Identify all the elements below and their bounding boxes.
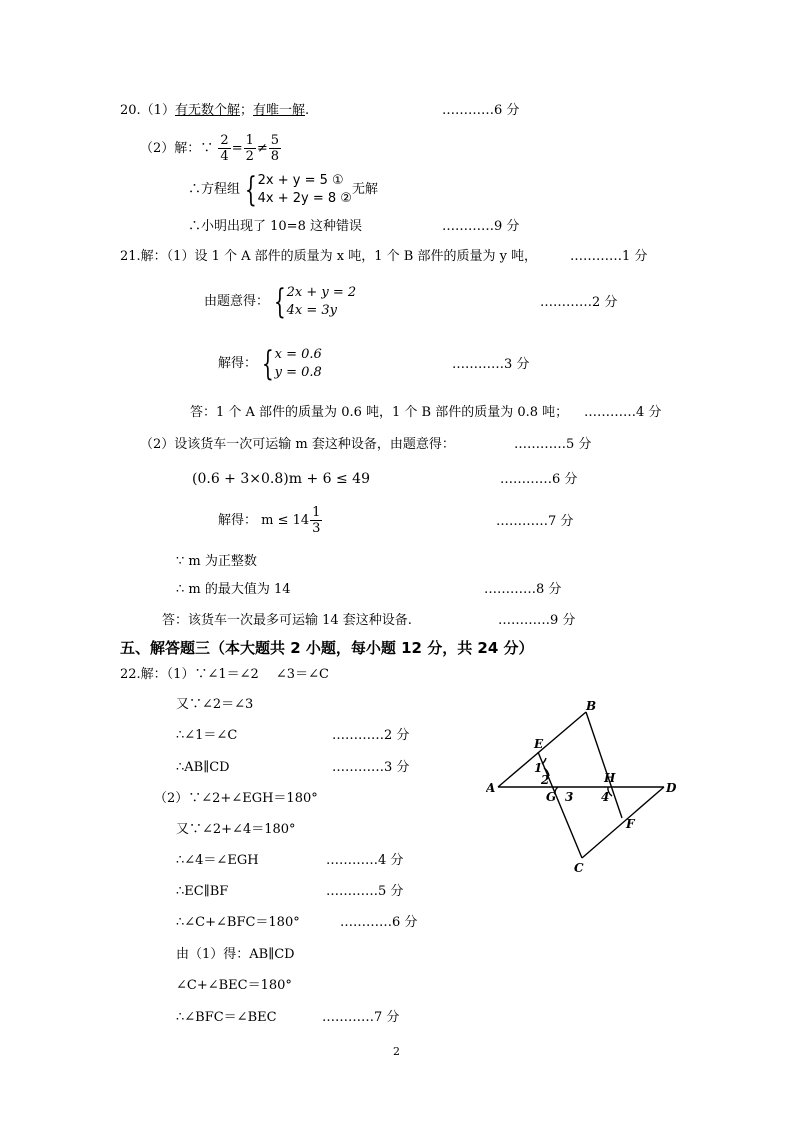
q20-answer2: 有唯一解: [252, 103, 305, 118]
score-marker: …………2 分: [540, 295, 618, 310]
score-marker: …………6 分: [442, 103, 520, 118]
q21-therefore: ∴ m 的最大值为 14: [176, 582, 291, 597]
score-marker: …………4 分: [326, 853, 404, 868]
q22-line: 22.解：（1）∵∠1＝∠2 ∠3＝∠C: [120, 667, 329, 682]
score-marker: …………9 分: [442, 219, 520, 234]
page-number: 2: [393, 1045, 400, 1058]
label-D: D: [666, 781, 676, 795]
score-marker: …………9 分: [498, 613, 576, 628]
q21-inequality-solution: 解得： m ≤ 14 $\frac{1}{3}$: [218, 505, 321, 536]
fraction: $\frac{1}{3}$: [312, 505, 321, 536]
label-angle-1: 1: [534, 761, 543, 775]
score-marker: …………2 分: [332, 728, 410, 743]
label-C: C: [574, 861, 584, 875]
q21-inequality: (0.6 + 3×0.8)m + 6 ≤ 49: [192, 471, 370, 487]
q22-line: ∴∠4＝∠EGH: [176, 853, 259, 868]
q20-part1: 20.（1）有无数个解；有唯一解.: [120, 103, 310, 118]
score-marker: …………4 分: [584, 405, 662, 420]
label-angle-4: 4: [601, 790, 610, 804]
label-B: B: [586, 700, 597, 713]
score-marker: …………5 分: [514, 437, 592, 452]
score-marker: …………3 分: [332, 760, 410, 775]
q22-line: ∴AB∥CD: [176, 760, 230, 775]
label-A: A: [486, 781, 496, 795]
label-angle-3: 3: [565, 790, 574, 804]
q21-part2: （2）设该货车一次可运输 m 套这种设备，由题意得：: [140, 437, 455, 452]
score-marker: …………8 分: [484, 582, 562, 597]
q22-line: ∴∠1＝∠C: [176, 728, 238, 743]
label-F: F: [626, 817, 635, 831]
q20-part2-ratio: （2）解：∵ $\frac{2}{4}$ = $\frac{1}{2}$ ≠ $\frac{5}{8}$: [140, 133, 280, 164]
q21-answer2: 答：该货车一次最多可运输 14 套这种设备.: [162, 613, 412, 628]
fraction: $\frac{5}{8}$: [270, 133, 280, 164]
q20-conclusion: ∴小明出现了 10=8 这种错误: [188, 219, 362, 234]
angle-1-arc: [542, 758, 546, 764]
q21-solution: 解得： { x = 0.6 y = 0.8: [218, 343, 322, 384]
q20-system: ∴方程组 { 2x + y = 5 ① 4x + 2y = 8 ② 无解: [188, 169, 378, 210]
q21-since: ∵ m 为正整数: [176, 554, 257, 569]
score-marker: …………6 分: [340, 915, 418, 930]
section-heading: 五、解答题三（本大题共 2 小题，每小题 12 分，共 24 分）: [120, 639, 534, 657]
line-DC: [582, 787, 664, 858]
q20-answer1: 有无数个解: [174, 103, 240, 118]
score-marker: …………1 分: [570, 249, 648, 264]
q22-line: （2）∵∠2+∠EGH＝180°: [154, 791, 318, 806]
score-marker: …………3 分: [452, 357, 530, 372]
q21-part1: 21.解：（1）设 1 个 A 部件的质量为 x 吨，1 个 B 部件的质量为 y 吨，: [120, 249, 538, 264]
q22-line: ∠C+∠BEC＝180°: [176, 978, 292, 993]
score-marker: …………5 分: [326, 884, 404, 899]
geometry-figure: [486, 700, 676, 875]
brace: {: [244, 169, 257, 210]
q21-setup: 由题意得： { 2x + y = 2 4x = 3y: [204, 281, 357, 322]
fraction: $\frac{2}{4}$: [220, 133, 229, 164]
fraction: $\frac{1}{2}$: [245, 133, 254, 164]
score-marker: …………7 分: [322, 1010, 400, 1025]
q22-line: ∴∠BFC＝∠BEC: [176, 1010, 277, 1025]
score-marker: …………7 分: [496, 514, 574, 529]
label-E: E: [534, 737, 544, 751]
q22-line: ∴∠C+∠BFC＝180°: [176, 915, 300, 930]
label-angle-2: 2: [541, 773, 550, 787]
q22-line: 又∵∠2+∠4＝180°: [176, 822, 296, 837]
label-H: H: [604, 771, 616, 785]
brace: {: [273, 281, 286, 322]
q22-line: ∴EC∥BF: [176, 884, 229, 899]
brace: {: [261, 343, 274, 384]
q22-line: 由（1）得：AB∥CD: [176, 947, 295, 962]
label-G: G: [546, 790, 557, 804]
q22-line: 又∵∠2＝∠3: [176, 697, 254, 712]
score-marker: …………6 分: [500, 472, 578, 487]
q21-answer1: 答：1 个 A 部件的质量为 0.6 吨，1 个 B 部件的质量为 0.8 吨；: [190, 405, 569, 420]
